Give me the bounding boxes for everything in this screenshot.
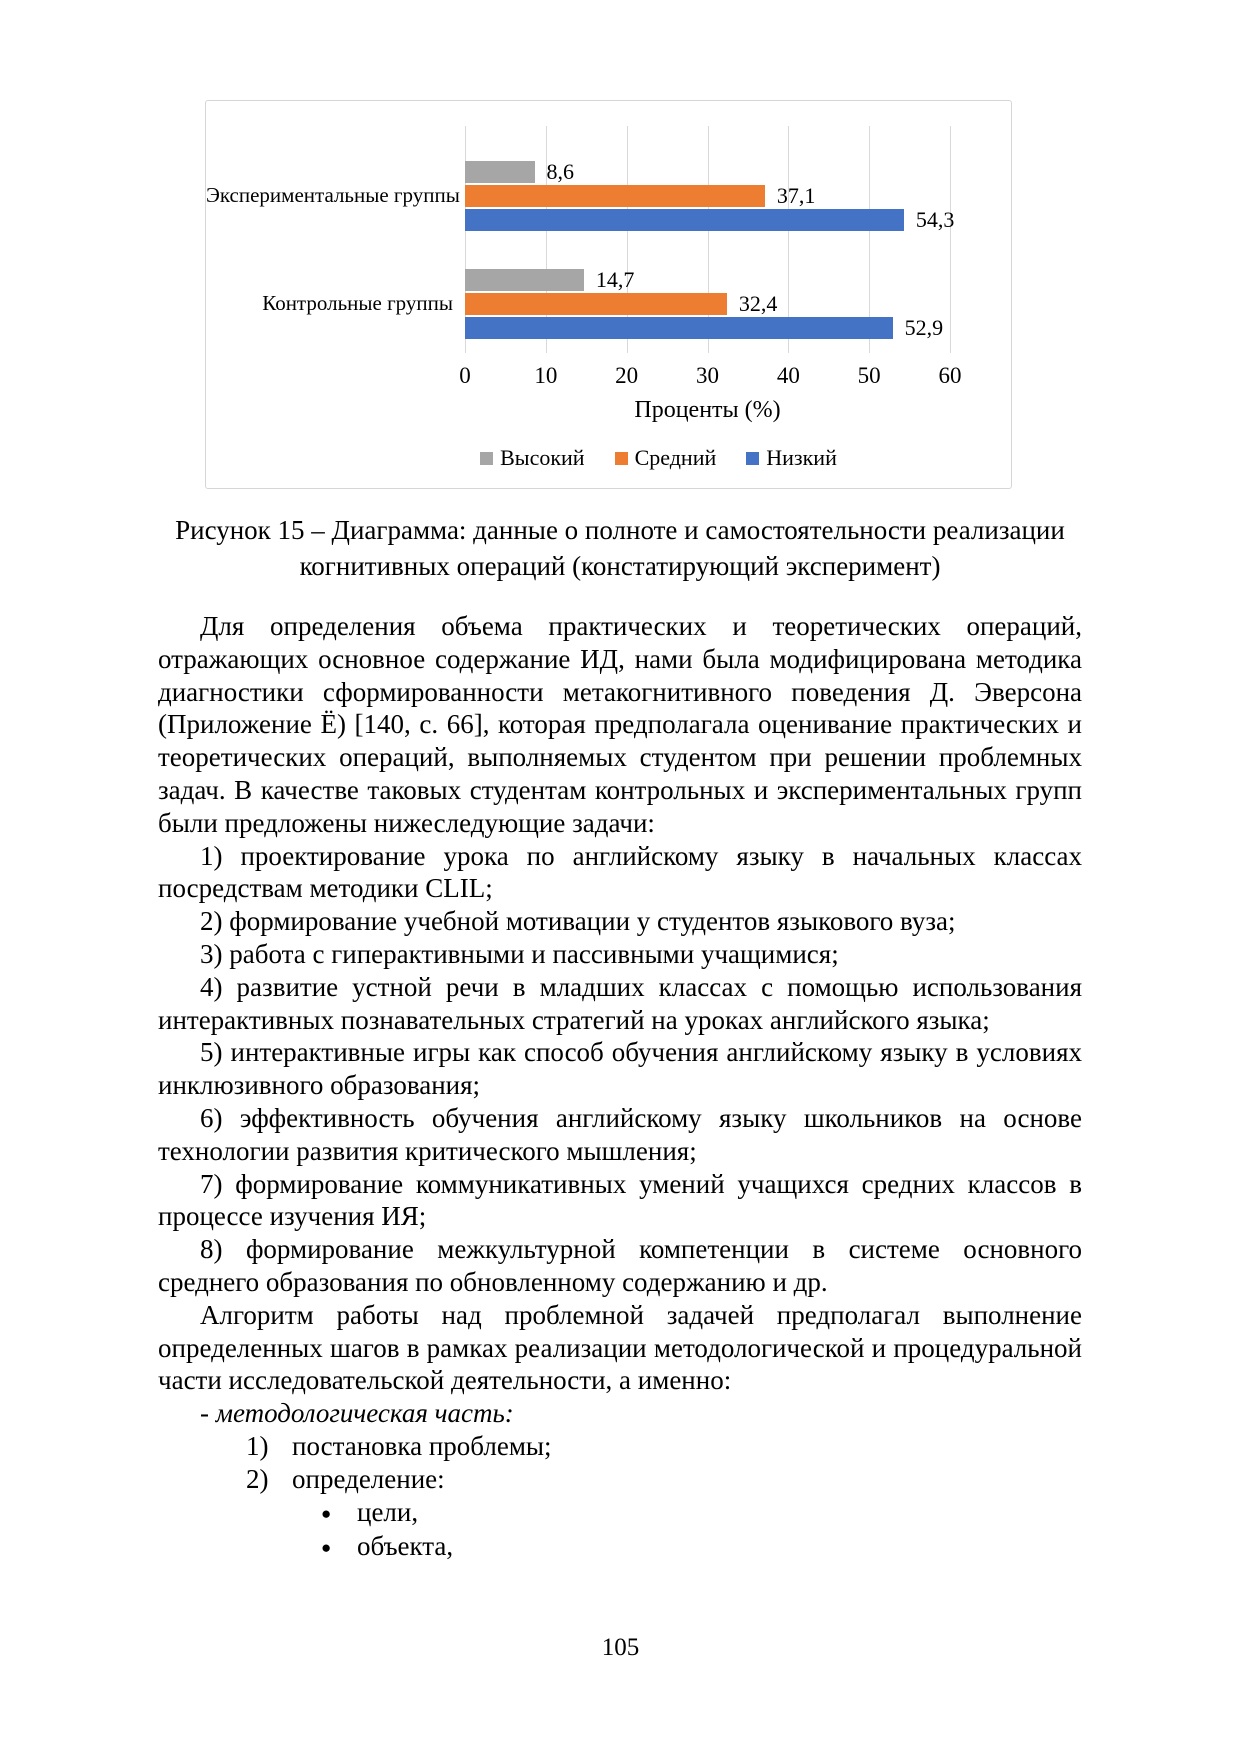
paragraph: Для определения объема практических и теоретических операций, отражающих основное содержание ИД, нами была модифицирована методика диагностики сформированности метакогнитивного поведения Д. Эверсона (Приложение Ё) [140, с. 66], которая предполагала оценивание практических и теоретических операций, выполняемых студентом при решении проблемных задач. В качестве таковых студентам контрольных и экспериментальных групп были предложены нижеследующие задачи:: [158, 611, 1082, 838]
paragraph: 6) эффективность обучения английскому языку школьников на основе технологии развития критического мышления;: [158, 1102, 1082, 1166]
page-number: 105: [601, 1634, 640, 1661]
legend-label: Низкий: [766, 445, 837, 470]
figure-caption-line2: когнитивных операций (констатирующий эксперимент): [299, 551, 941, 581]
figure-caption-line1: Рисунок 15 – Диаграмма: данные о полноте и самостоятельности реализации: [175, 515, 1065, 545]
x-tick-label: 30: [696, 363, 719, 388]
numbered-item: [158, 1430, 1082, 1463]
paragraph: 7) формирование коммуникативных умений учащихся средних классов в процессе изучения ИЯ;: [158, 1168, 1082, 1232]
x-tick-label: 60: [938, 363, 962, 388]
bar: [465, 185, 765, 207]
legend-item: [746, 445, 837, 471]
bullet-item: [158, 1496, 1082, 1531]
bullet-icon: ●: [321, 1538, 332, 1558]
bar-value-label: 32,4: [738, 291, 778, 316]
bar: [465, 269, 584, 291]
legend-item: [480, 445, 584, 471]
chart-legend: [306, 445, 1011, 471]
figure-caption: [158, 512, 1082, 584]
list-number: 1): [246, 1430, 269, 1461]
legend-color-swatch: [615, 452, 628, 465]
body-text: [158, 610, 1082, 1565]
list-item-text: объекта,: [357, 1531, 454, 1562]
bar: [465, 209, 904, 231]
bar-value-label: 54,3: [915, 207, 955, 232]
bullet-item: [158, 1530, 1082, 1565]
list-item-text: определение:: [292, 1463, 445, 1494]
legend-label: Высокий: [500, 445, 585, 470]
paragraph: 3) работа с гиперактивными и пассивными учащимися;: [200, 938, 839, 969]
list-number: 2): [246, 1463, 269, 1494]
x-tick-label: 10: [534, 363, 558, 388]
gridline: [950, 126, 951, 353]
bar-value-label: 52,9: [904, 315, 944, 340]
bar-value-label: 8,6: [546, 159, 575, 184]
bar-value-label: 14,7: [595, 267, 635, 292]
legend-color-swatch: [480, 452, 493, 465]
x-tick-label: 50: [857, 363, 881, 388]
x-axis-title: Проценты (%): [634, 397, 781, 423]
category-label: Контрольные группы: [262, 291, 453, 315]
italic-paragraph: - методологическая часть:: [200, 1398, 514, 1429]
legend-label: Средний: [634, 445, 717, 470]
paragraph: 5) интерактивные игры как способ обучения английскому языку в условиях инклюзивного образования;: [158, 1037, 1082, 1101]
x-tick-label: 0: [459, 363, 471, 388]
category-label: Экспериментальные группы: [206, 183, 460, 207]
paragraph: 8) формирование межкультурной компетенции в системе основного среднего образования по обновленному содержанию и др.: [158, 1234, 1082, 1297]
bar: [465, 161, 535, 183]
paragraph: 1) проектирование урока по английскому языку в начальных классах посредствам методики CLIL;: [158, 840, 1082, 904]
list-item-text: цели,: [357, 1496, 419, 1527]
bar-value-label: 37,1: [776, 183, 816, 208]
text-content: [158, 512, 1082, 1565]
bar: [465, 293, 727, 315]
bullet-icon: ●: [321, 1503, 332, 1523]
paragraph: 4) развитие устной речи в младших классах с помощью использования интерактивных познавательных стратегий на уроках английского языка;: [158, 971, 1082, 1035]
legend-item: [615, 445, 717, 471]
x-tick-label: 40: [776, 363, 800, 388]
x-tick-label: 20: [615, 363, 639, 388]
list-item-text: постановка проблемы;: [292, 1430, 552, 1461]
figure-15-bar-chart: [205, 100, 1012, 489]
numbered-item: [158, 1463, 1082, 1496]
paragraph: 2) формирование учебной мотивации у студентов языкового вуза;: [200, 906, 956, 937]
legend-color-swatch: [746, 452, 759, 465]
bar: [465, 317, 893, 339]
paragraph: Алгоритм работы над проблемной задачей предполагал выполнение определенных шагов в рамках реализации методологической и процедуральной части исследовательской деятельности, а именно:: [158, 1299, 1082, 1396]
